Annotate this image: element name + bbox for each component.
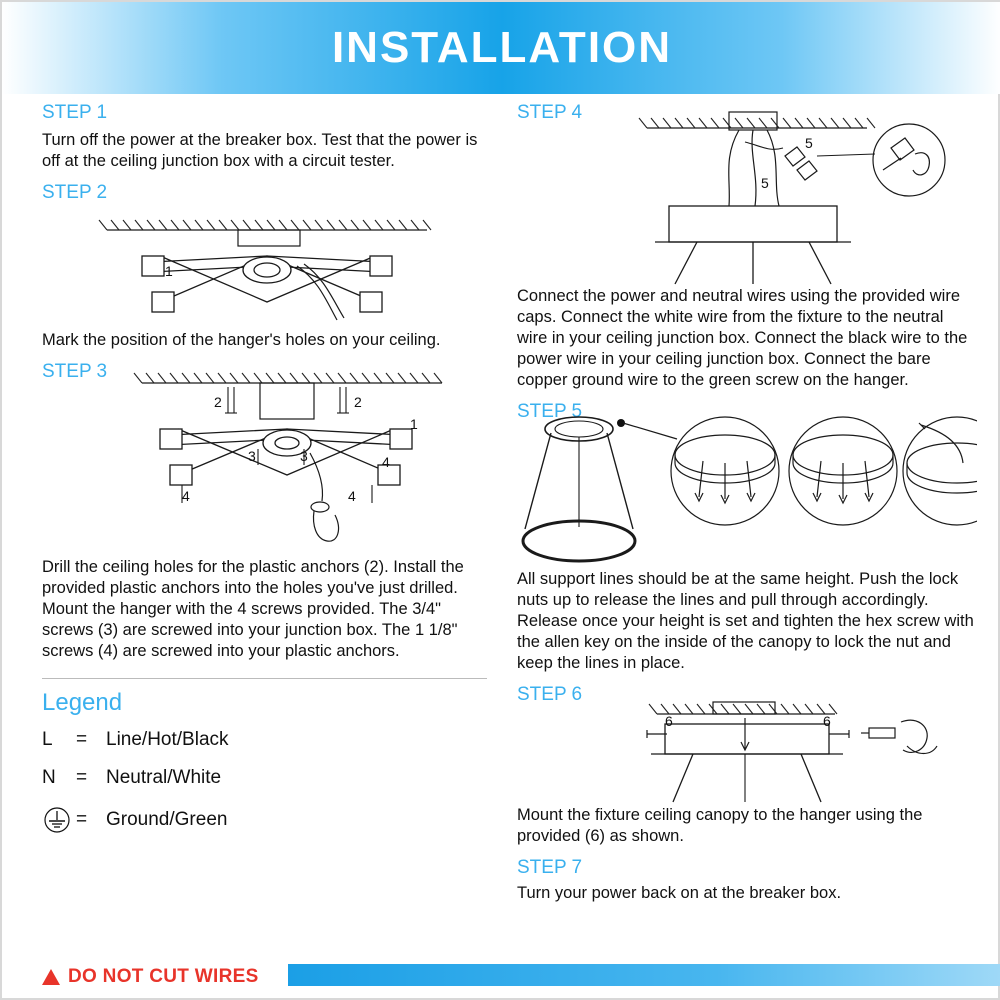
- legend-eq-0: =: [76, 729, 88, 750]
- warning-triangle-icon: [42, 969, 60, 985]
- step-5-figure: [517, 401, 977, 571]
- step-4-text: Connect the power and neutral wires using the provided wire caps. Connect the white wire from the fixture to the neutral wire in your ceiling junction box. Connect the black wire to the power wire in your ceiling junction box. Connect the bare copper ground wire to the green screw on the hanger.: [517, 287, 968, 389]
- callout-1: 1: [165, 263, 173, 279]
- legend-key-n: N: [42, 767, 56, 788]
- step-1-label: STEP 1: [42, 102, 108, 123]
- callout-6-left: 6: [665, 713, 673, 729]
- left-column: [42, 102, 487, 851]
- step-6-figure: [517, 684, 977, 809]
- step-6-label: STEP 6: [517, 684, 583, 705]
- footer: [2, 956, 1000, 998]
- legend-item-neutral: [42, 767, 487, 789]
- callout-5-b: 5: [761, 175, 769, 191]
- legend-eq-2: =: [76, 809, 88, 830]
- callout-2-right: 2: [354, 394, 362, 410]
- legend-eq-1: =: [76, 767, 88, 788]
- step-3-text: Drill the ceiling holes for the plastic anchors (2). Install the provided plastic anchors into the holes you've just drilled. Mount the hanger with the 4 screws provided. The 3/4" screws (3) are screwed into your junction box. The 1 1/8" screws (4) are screwed into your plastic anchors.: [42, 558, 464, 660]
- callout-3-right: 3: [300, 448, 308, 464]
- legend-key-l: L: [42, 729, 53, 750]
- callout-6-right: 6: [823, 713, 831, 729]
- callout-4-right: 4: [382, 454, 390, 470]
- step-4-figure: [517, 98, 977, 288]
- step-3-figure: [42, 361, 487, 561]
- legend-divider: [42, 678, 487, 679]
- legend-value-line: Line/Hot/Black: [106, 729, 229, 750]
- legend-item-ground: [42, 805, 487, 835]
- footer-bar: [288, 964, 1000, 986]
- header-banner: [2, 2, 1000, 94]
- step-5-label: STEP 5: [517, 401, 583, 422]
- step-6-text: Mount the fixture ceiling canopy to the hanger using the provided (6) as shown.: [517, 806, 923, 845]
- step-2-label: STEP 2: [42, 182, 108, 203]
- step-2-text: Mark the position of the hanger's holes on your ceiling.: [42, 331, 441, 349]
- step-7-label: STEP 7: [517, 857, 583, 878]
- callout-4-lower-left: 4: [182, 488, 190, 504]
- callout-3-left: 3: [248, 448, 256, 464]
- callout-4-lower-right: 4: [348, 488, 356, 504]
- step-2-figure: [42, 208, 487, 328]
- callout-5-a: 5: [805, 135, 813, 151]
- callout-1: 1: [410, 416, 418, 432]
- step-1-text: Turn off the power at the breaker box. Test that the power is off at the ceiling junction box with a circuit tester.: [42, 131, 478, 170]
- ground-icon: [42, 805, 76, 835]
- callout-2-left: 2: [214, 394, 222, 410]
- page-title: INSTALLATION: [331, 23, 673, 72]
- right-column: [517, 102, 977, 914]
- legend-value-ground: Ground/Green: [106, 809, 228, 830]
- step-3-label: STEP 3: [42, 361, 108, 382]
- warning-text: DO NOT CUT WIRES: [68, 966, 259, 987]
- legend-item-line: [42, 729, 487, 751]
- legend-title: Legend: [42, 689, 123, 716]
- step-5-text: All support lines should be at the same height. Push the lock nuts up to release the lines and pull through accordingly. Release once your height is set and tighten the hex screw with the allen key on the inside of the canopy to lock the nut and keep the lines in place.: [517, 570, 974, 672]
- legend-value-neutral: Neutral/White: [106, 767, 222, 788]
- step-4-label: STEP 4: [517, 102, 583, 123]
- step-7-text: Turn your power back on at the breaker box.: [517, 884, 842, 902]
